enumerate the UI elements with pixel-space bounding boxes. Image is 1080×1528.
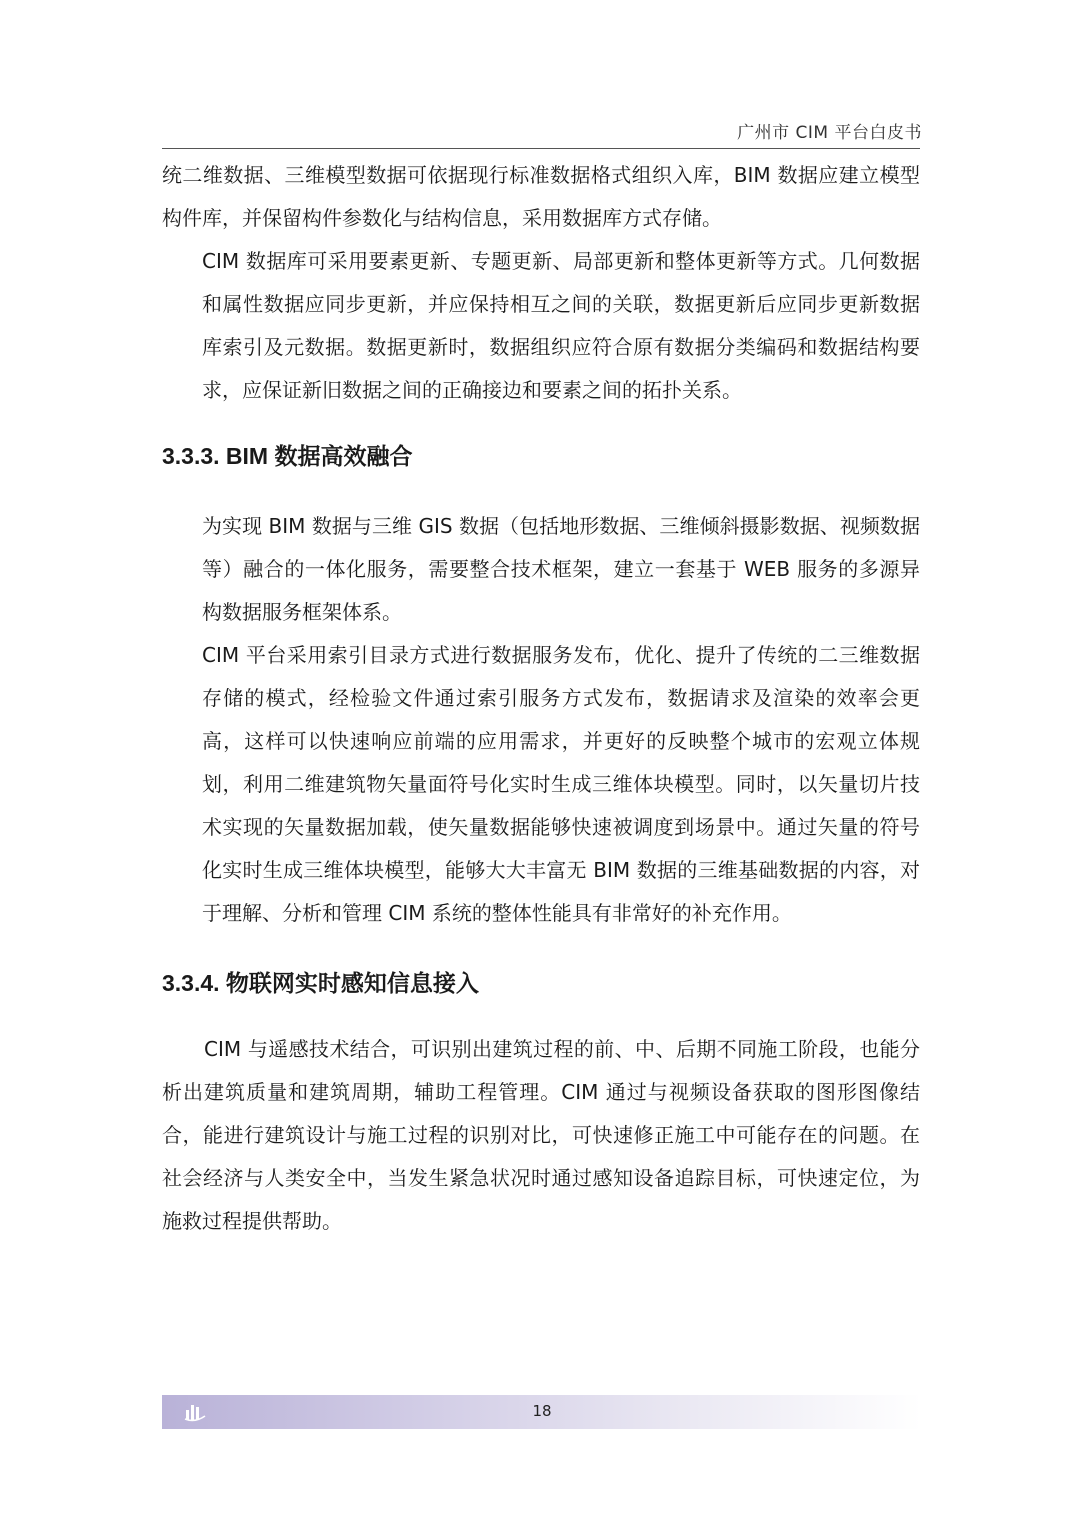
footer-bar bbox=[162, 1395, 922, 1429]
section-heading-3-3-4: 3.3.4. 物联网实时感知信息接入 bbox=[162, 970, 479, 996]
document-header-title: 广州市 CIM 平台白皮书 bbox=[737, 123, 922, 143]
bim-gis-fusion-paragraph: 为实现 BIM 数据与三维 GIS 数据（包括地形数据、三维倾斜摄影数据、视频数据等）融合的一体化服务，需要整合技术框架，建立一套基于 WEB 服务的多源异构数据服务框架体系。 bbox=[202, 514, 920, 624]
header-divider bbox=[162, 148, 920, 149]
cim-database-update-paragraph: CIM 数据库可采用要素更新、专题更新、局部更新和整体更新等方式。几何数据和属性数据应同步更新，并应保持相互之间的关联，数据更新后应同步更新数据库索引及元数据。数据更新时，数据组织应符合原有数据分类编码和数据结构要求，应保证新旧数据之间的正确接边和要素之间的拓扑关系。 bbox=[202, 249, 920, 402]
continued-paragraph: 统二维数据、三维模型数据可依据现行标准数据格式组织入库，BIM 数据应建立模型构件库，并保留构件参数化与结构信息，采用数据库方式存储。 bbox=[162, 163, 920, 230]
section-heading-3-3-3: 3.3.3. BIM 数据高效融合 bbox=[162, 443, 413, 469]
iot-sensing-paragraph: CIM 与遥感技术结合，可识别出建筑过程的前、中、后期不同施工阶段，也能分析出建筑质量和建筑周期，辅助工程管理。CIM 通过与视频设备获取的图形图像结合，能进行建筑设计与施工过程的识别对比，可快速修正施工中可能存在的问题。在社会经济与人类安全中，当发生紧急状况时通过感知设备追踪目标，可快速定位，为施救过程提供帮助。 bbox=[162, 1037, 920, 1233]
page-number: 18 bbox=[532, 1402, 552, 1420]
cim-index-service-paragraph: CIM 平台采用索引目录方式进行数据服务发布，优化、提升了传统的二三维数据存储的模式，经检验文件通过索引服务方式发布，数据请求及渲染的效率会更高，这样可以快速响应前端的应用需求，并更好的反映整个城市的宏观立体规划，利用二维建筑物矢量面符号化实时生成三维体块模型。同时，以矢量切片技术实现的矢量数据加载，使矢量数据能够快速被调度到场景中。通过矢量的符号化实时生成三维体块模型，能够大大丰富无 BIM 数据的三维基础数据的内容，对于理解、分析和管理 CIM 系统的整体性能具有非常好的补充作用。 bbox=[202, 643, 920, 925]
document-body bbox=[162, 150, 920, 1243]
